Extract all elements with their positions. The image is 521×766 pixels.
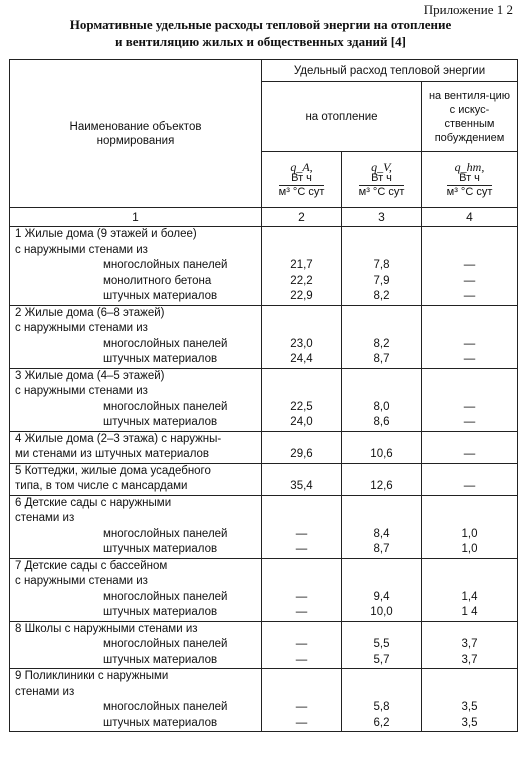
- value: 5,7: [373, 653, 390, 666]
- wall-material-line: штучных материалов: [103, 290, 218, 302]
- wall-material-line: штучных материалов: [103, 543, 218, 555]
- unit-symbol: q_hm,: [454, 159, 485, 174]
- table-row: [10, 463, 518, 495]
- wall-material-line: монолитного бетона: [103, 274, 212, 287]
- value: 3,5: [461, 701, 478, 713]
- object-name-line: с наружными стенами из: [15, 322, 148, 334]
- object-name-line: 2 Жилые дома (6–8 этажей): [15, 306, 165, 319]
- column-number: 4: [422, 208, 518, 227]
- value: —: [463, 448, 476, 460]
- value: 6,2: [373, 716, 390, 729]
- value-cell-c4: [422, 463, 518, 495]
- table-row: [10, 227, 518, 306]
- object-name-line: с наружными стенами из: [15, 243, 148, 256]
- object-name-line: 9 Поликлиники с наружными: [15, 670, 169, 682]
- wall-material-line: многослойных панелей: [103, 701, 228, 713]
- object-name-line: с наружными стенами из: [15, 575, 148, 587]
- table-row: [10, 669, 518, 732]
- object-name-cell: [10, 305, 262, 368]
- header-specific-consumption: Удельный расход тепловой энергии: [262, 60, 518, 82]
- value: 21,7: [290, 259, 313, 271]
- unit-cell: [422, 152, 518, 208]
- object-name-line: 8 Школы с наружными стенами из: [15, 622, 198, 635]
- value: —: [463, 259, 476, 271]
- value-cell-c4: [422, 305, 518, 368]
- unit-symbol: q_A,: [290, 159, 313, 174]
- value-cell-c4: [422, 368, 518, 431]
- value: 3,7: [461, 653, 478, 666]
- value: —: [463, 290, 476, 302]
- value-cell-c2: [262, 621, 342, 669]
- value: 10,0: [370, 606, 393, 618]
- table-row: [10, 368, 518, 431]
- wall-material-line: многослойных панелей: [103, 590, 228, 603]
- value: —: [295, 701, 308, 713]
- value: 7,8: [373, 259, 390, 271]
- value-cell-c3: [342, 558, 422, 621]
- value-cell-c4: [422, 227, 518, 306]
- object-name-cell: [10, 463, 262, 495]
- wall-material-line: штучных материалов: [103, 606, 218, 618]
- value: 23,0: [290, 337, 313, 350]
- wall-material-line: многослойных панелей: [103, 400, 228, 413]
- object-name-line: стенами из: [15, 512, 75, 524]
- value: 12,6: [370, 480, 393, 492]
- object-name-cell: [10, 669, 262, 732]
- unit-cell: [342, 152, 422, 208]
- wall-material-line: штучных материалов: [103, 353, 218, 365]
- value: 35,4: [290, 480, 313, 492]
- value: —: [295, 590, 308, 603]
- header-ventilation: на вентиля-цию с искус-ственным побуждением: [422, 82, 518, 152]
- value-cell-c4: [422, 495, 518, 558]
- value-cell-c3: [342, 368, 422, 431]
- value: 8,2: [373, 290, 390, 302]
- table-row: [10, 431, 518, 463]
- unit-numerator: Вт ч: [291, 171, 312, 184]
- wall-material-line: многослойных панелей: [103, 337, 228, 350]
- object-name-line: 7 Детские сады с бассейном: [15, 559, 168, 572]
- value: —: [463, 353, 476, 365]
- table-row: [10, 621, 518, 669]
- object-name-line: 5 Коттеджи, жилые дома усадебного: [15, 464, 211, 477]
- value: 5,5: [373, 638, 390, 650]
- value: —: [295, 638, 308, 650]
- wall-material-line: многослойных панелей: [103, 527, 228, 540]
- value: 9,4: [373, 590, 390, 603]
- value: 22,9: [290, 290, 313, 302]
- unit-symbol: q_V,: [371, 159, 392, 174]
- object-name-line: 3 Жилые дома (4–5 этажей): [15, 369, 165, 382]
- value: —: [463, 274, 476, 287]
- value-cell-c2: [262, 495, 342, 558]
- value-cell-c2: [262, 669, 342, 732]
- value-cell-c2: [262, 558, 342, 621]
- value: —: [463, 416, 476, 428]
- object-name-line: 4 Жилые дома (2–3 этажа) с наружны-: [15, 432, 222, 445]
- value: 1 4: [461, 606, 478, 618]
- object-name-cell: [10, 495, 262, 558]
- object-name-line: 1 Жилые дома (9 этажей и более): [15, 228, 197, 240]
- value-cell-c4: [422, 669, 518, 732]
- unit-denominator: м³ °С сут: [358, 185, 405, 198]
- value: 8,4: [373, 527, 390, 540]
- value: 22,5: [290, 400, 313, 413]
- page-title: [0, 16, 521, 50]
- value: —: [295, 543, 308, 555]
- appendix-label: Приложение 1 2: [423, 2, 513, 17]
- value: 8,7: [373, 353, 390, 365]
- value-cell-c2: [262, 305, 342, 368]
- title-line-2: и вентиляцию жилых и общественных зданий [4]: [115, 34, 406, 49]
- object-name-cell: [10, 227, 262, 306]
- wall-material-line: штучных материалов: [103, 416, 218, 428]
- header-object-name: Наименование объектов нормирования: [10, 60, 262, 208]
- object-name-cell: [10, 558, 262, 621]
- column-number: 3: [342, 208, 422, 227]
- value-cell-c3: [342, 463, 422, 495]
- value: 1,4: [461, 590, 478, 603]
- wall-material-line: штучных материалов: [103, 716, 218, 729]
- value-cell-c4: [422, 621, 518, 669]
- wall-material-line: штучных материалов: [103, 653, 218, 666]
- object-name-cell: [10, 431, 262, 463]
- value-cell-c2: [262, 368, 342, 431]
- value-cell-c3: [342, 495, 422, 558]
- table-row: [10, 495, 518, 558]
- value-cell-c3: [342, 621, 422, 669]
- value: 22,2: [290, 274, 313, 287]
- value: 3,7: [461, 638, 478, 650]
- value: —: [463, 400, 476, 413]
- unit-denominator: м³ °С сут: [446, 185, 493, 198]
- value: 24,4: [290, 353, 313, 365]
- value: 8,2: [373, 337, 390, 350]
- value: 5,8: [373, 701, 390, 713]
- value: 8,0: [373, 400, 390, 413]
- unit-cell: [262, 152, 342, 208]
- value: —: [463, 337, 476, 350]
- value-cell-c4: [422, 558, 518, 621]
- value: 1,0: [461, 527, 478, 540]
- value: 8,7: [373, 543, 390, 555]
- object-name-cell: [10, 368, 262, 431]
- value: 24,0: [290, 416, 313, 428]
- value-cell-c3: [342, 305, 422, 368]
- object-name-line: с наружными стенами из: [15, 385, 148, 397]
- value-cell-c3: [342, 227, 422, 306]
- value-cell-c2: [262, 227, 342, 306]
- column-number: 1: [10, 208, 262, 227]
- table-row: [10, 558, 518, 621]
- value: 8,6: [373, 416, 390, 428]
- unit-numerator: Вт ч: [459, 171, 480, 184]
- value: —: [295, 606, 308, 618]
- object-name-line: 6 Детские сады с наружными: [15, 496, 172, 509]
- value: 7,9: [373, 274, 390, 287]
- value: 3,5: [461, 716, 478, 729]
- value-cell-c3: [342, 431, 422, 463]
- object-name-line: стенами из: [15, 685, 75, 698]
- value: 29,6: [290, 448, 313, 460]
- wall-material-line: многослойных панелей: [103, 638, 228, 650]
- value: —: [295, 653, 308, 666]
- title-line-1: Нормативные удельные расходы тепловой энергии на отопление: [69, 17, 452, 32]
- value: 1,0: [461, 543, 478, 555]
- unit-numerator: Вт ч: [371, 171, 392, 184]
- value-cell-c2: [262, 431, 342, 463]
- wall-material-line: многослойных панелей: [103, 259, 228, 271]
- object-name-cell: [10, 621, 262, 669]
- object-name-line: типа, в том числе с мансардами: [15, 480, 188, 492]
- table-row: [10, 305, 518, 368]
- value-cell-c3: [342, 669, 422, 732]
- value-cell-c4: [422, 431, 518, 463]
- norms-table: [9, 59, 518, 732]
- value: 10,6: [370, 448, 393, 460]
- object-name-line: ми стенами из штучных материалов: [15, 448, 210, 460]
- column-number: 2: [262, 208, 342, 227]
- value: —: [463, 480, 476, 492]
- header-heating: на отопление: [262, 82, 422, 152]
- value: —: [295, 527, 308, 540]
- value: —: [295, 716, 308, 729]
- unit-denominator: м³ °С сут: [278, 185, 325, 198]
- value-cell-c2: [262, 463, 342, 495]
